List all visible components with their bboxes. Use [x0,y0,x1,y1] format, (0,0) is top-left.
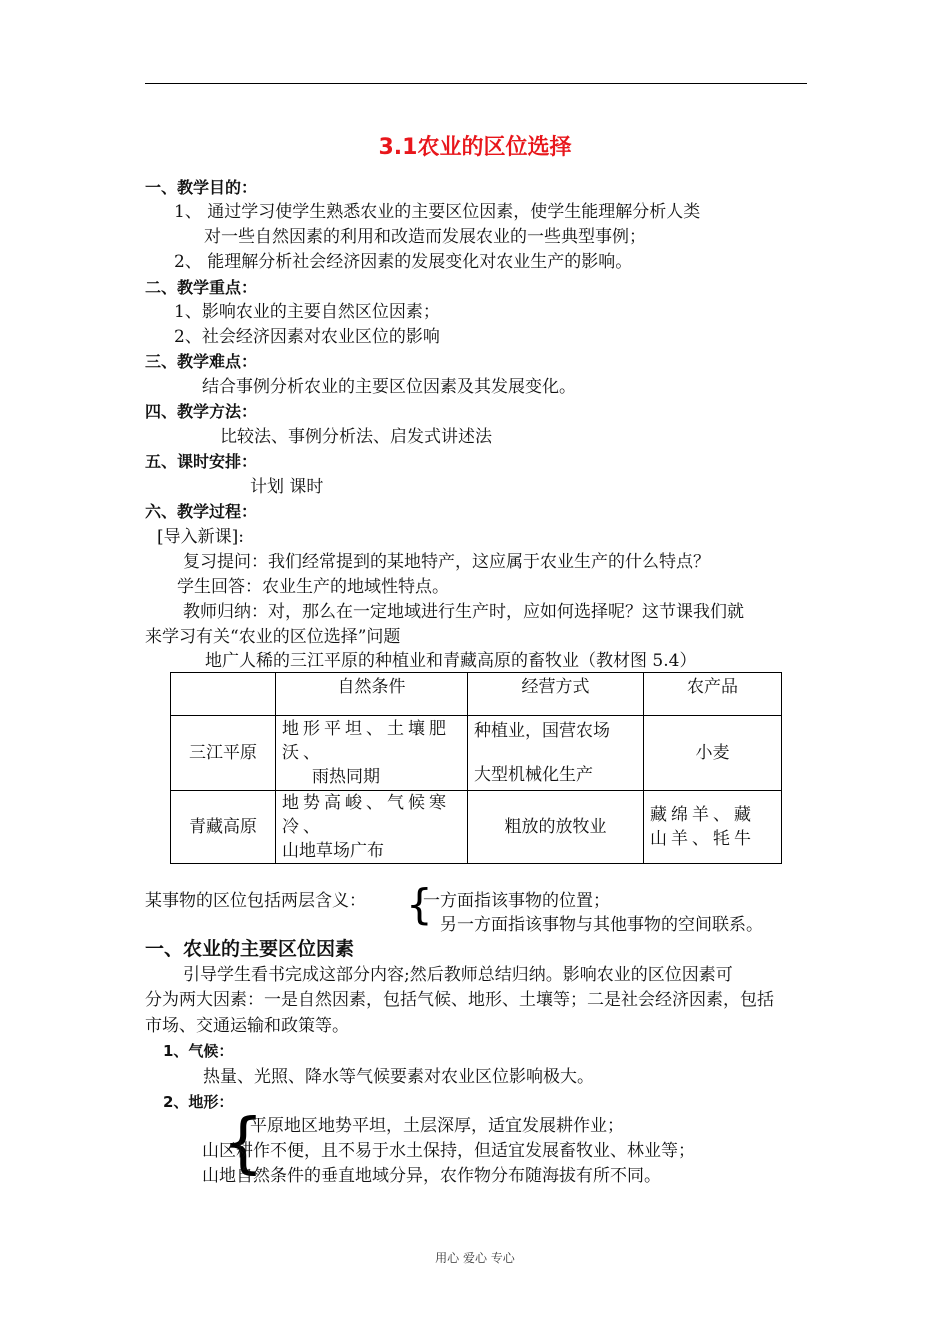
part1-heading: 一、农业的主要区位因素 [145,938,355,960]
part1-intro-line2: 分为两大因素：一是自然因素，包括气候、地形、土壤等；二是社会经济因素，包括 [145,990,774,1010]
teacher-summary-line2: 来学习有关“农业的区位选择”问题 [145,627,401,647]
key-point-1: 1、影响农业的主要自然区位因素； [174,302,440,322]
schedule-text: 计划 课时 [250,477,324,497]
climate-text: 热量、光照、降水等气候要素对农业区位影响极大。 [203,1067,594,1087]
table-row [171,791,782,864]
review-question: 复习提问：我们经常提到的某地特产，这应属于农业生产的什么特点？ [183,552,710,572]
section-heading-key-points: 二、教学重点： [145,278,258,297]
table-header-cell: 农产品 [644,673,782,716]
objective-1-line1: 1、 通过学习使学生熟悉农业的主要区位因素，使学生能理解分析人类 [174,202,701,222]
location-meaning-item1: 一方面指该事物的位置； [423,891,610,911]
mode-line: 种植业，国营农场 [474,721,610,741]
left-brace-icon: { [406,880,433,929]
objective-2: 2、 能理解分析社会经济因素的发展变化对农业生产的影响。 [174,252,633,272]
table-header-cell: 自然条件 [276,673,468,716]
section-heading-methods: 四、教学方法： [145,402,258,421]
section-heading-difficulties: 三、教学难点： [145,352,258,371]
table-header-row [171,673,782,716]
mode-line: 大型机械化生产 [474,765,593,785]
product-cell: 小麦 [644,716,782,791]
table-caption: 地广人稀的三江平原的种植业和青藏高原的畜牧业（教材图 5.4） [205,651,697,671]
terrain-heading: 2、地形： [163,1093,234,1111]
part1-intro-line1: 引导学生看书完成这部分内容;然后教师总结归纳。影响农业的区位因素可 [183,965,733,985]
nature-line: 地势高峻、气候寒冷、 [282,793,450,837]
table-header-cell: 经营方式 [468,673,644,716]
table-header-cell [171,673,276,716]
key-point-2: 2、社会经济因素对农业区位的影响 [174,327,440,347]
climate-heading: 1、气候： [163,1042,234,1060]
page-footer: 用心 爱心 专心 [435,1251,515,1265]
terrain-vertical: 山地自然条件的垂直地域分异，农作物分布随海拔有所不同。 [202,1166,661,1186]
section-heading-process: 六、教学过程： [145,502,258,521]
methods-text: 比较法、事例分析法、启发式讲述法 [220,427,492,447]
region-cell: 青藏高原 [171,791,276,864]
objective-1-line2: 对一些自然因素的利用和改造而发展农业的一些典型事例； [204,227,646,247]
location-meaning-lead: 某事物的区位包括两层含义： [145,891,366,911]
header-rule [145,83,807,84]
difficulty-text: 结合事例分析农业的主要区位因素及其发展变化。 [202,377,576,397]
nature-line: 山地草场广布 [282,841,384,861]
nature-cell [276,791,468,864]
terrain-plain: 平原地区地势平坦，土层深厚，适宜发展耕作业； [250,1116,624,1136]
page-title: 3.1农业的区位选择 [378,135,572,160]
nature-cell [276,716,468,791]
location-meaning-item2: 另一方面指该事物与其他事物的空间联系。 [440,915,763,935]
mode-cell: 粗放的放牧业 [468,791,644,864]
section-heading-schedule: 五、课时安排： [145,452,258,471]
nature-line: 地形平坦、土壤肥沃、 [282,719,450,763]
intro-tag: [导入新课]: [157,527,244,547]
mode-cell [468,716,644,791]
terrain-mountain: 山区耕作不便，且不易于水土保持，但适宜发展畜牧业、林业等； [202,1141,695,1161]
section-heading-objectives: 一、教学目的： [145,178,258,197]
region-cell: 三江平原 [171,716,276,791]
product-cell: 藏绵羊、藏山羊、牦牛 [644,791,782,864]
table-row [171,716,782,791]
left-brace-icon: { [222,1104,264,1181]
student-answer: 学生回答：农业生产的地域性特点。 [177,577,449,597]
teacher-summary-line1: 教师归纳：对，那么在一定地域进行生产时，应如何选择呢？这节课我们就 [183,602,744,622]
part1-intro-line3: 市场、交通运输和政策等。 [145,1016,349,1036]
comparison-table [170,672,782,864]
nature-line: 雨热同期 [312,767,380,787]
